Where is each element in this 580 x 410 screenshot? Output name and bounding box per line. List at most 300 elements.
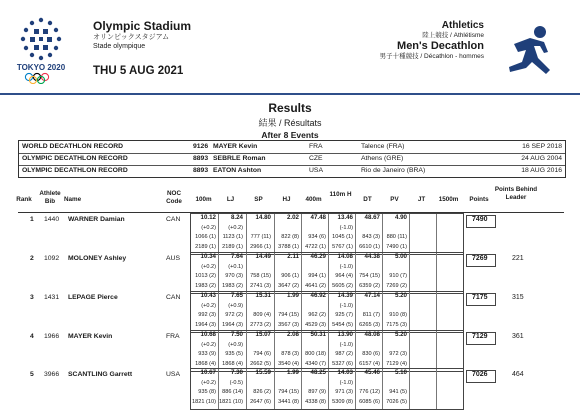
column-divider bbox=[218, 253, 219, 293]
record-place: Talence (FRA) bbox=[361, 143, 405, 150]
score-line bbox=[355, 341, 382, 351]
record-label: OLYMPIC DECATHLON RECORD bbox=[22, 167, 128, 174]
event-scores-grid bbox=[190, 213, 464, 255]
event-block bbox=[380, 40, 484, 61]
score-line: 2.02 bbox=[286, 214, 299, 221]
event-score-cell bbox=[382, 214, 409, 254]
score-line: 6359 (2) bbox=[359, 282, 380, 289]
score-line bbox=[409, 292, 436, 302]
score-line: (+0.2) bbox=[201, 224, 216, 231]
score-line: 2647 (6) bbox=[250, 398, 271, 405]
record-points: 8893 bbox=[193, 155, 209, 162]
score-line bbox=[355, 302, 382, 312]
event-score-cell bbox=[382, 292, 409, 332]
score-line: (+0.2) bbox=[201, 302, 216, 309]
record-place: Athens (GRE) bbox=[361, 155, 404, 162]
score-line bbox=[355, 263, 382, 273]
score-line: 5.00 bbox=[394, 253, 407, 260]
score-line: 935 (5) bbox=[225, 351, 243, 357]
athlete-rank: 1 bbox=[30, 216, 34, 223]
score-line: 7.64 bbox=[230, 253, 243, 260]
score-line: 910 (7) bbox=[389, 273, 407, 279]
athlete-name: LEPAGE Pierce bbox=[68, 294, 118, 301]
column-divider bbox=[218, 369, 219, 409]
event-subtitle: 男子十種競技 / Décathlon - hommes bbox=[379, 53, 484, 60]
score-line: 811 (7) bbox=[362, 312, 380, 318]
event-scores-grid bbox=[190, 368, 464, 410]
sport-subtitle: 陸上競技 / Athlétisme bbox=[422, 32, 484, 39]
athlete-points: 7175 bbox=[472, 294, 488, 301]
column-divider bbox=[328, 292, 329, 332]
athlete-rank: 5 bbox=[30, 371, 34, 378]
column-divider bbox=[382, 214, 383, 254]
score-line: 47.14 bbox=[364, 292, 380, 299]
event-score-cell bbox=[301, 369, 328, 409]
athlete-name: MAYER Kevin bbox=[68, 333, 113, 340]
event-score-cell bbox=[191, 292, 218, 332]
athlete-name: SCANTLING Garrett bbox=[68, 371, 133, 378]
score-line bbox=[436, 253, 463, 263]
record-noc: USA bbox=[309, 167, 323, 174]
score-line: 3567 (3) bbox=[278, 321, 299, 328]
score-line bbox=[274, 224, 301, 234]
event-scores-grid bbox=[190, 252, 464, 294]
col-event-4: 400m bbox=[305, 196, 322, 203]
score-line: 6610 (1) bbox=[359, 243, 380, 250]
column-divider bbox=[436, 331, 437, 371]
score-line: 10.34 bbox=[200, 253, 216, 260]
event-score-cell bbox=[382, 253, 409, 293]
column-divider bbox=[409, 214, 410, 254]
header-divider bbox=[0, 93, 580, 95]
score-line: (+0.2) bbox=[201, 263, 216, 270]
col-name: Name bbox=[64, 196, 82, 203]
score-line: 910 (8) bbox=[389, 312, 407, 318]
event-score-cell bbox=[191, 331, 218, 371]
score-line: 800 (18) bbox=[305, 351, 326, 357]
col-behind: Points Behind Leader bbox=[494, 186, 538, 201]
record-name: SEBRLE Roman bbox=[213, 155, 266, 162]
score-line bbox=[382, 379, 409, 389]
score-line bbox=[436, 369, 463, 379]
event-scores-grid bbox=[190, 330, 464, 372]
column-divider bbox=[246, 331, 247, 371]
athletics-pictogram-icon bbox=[500, 22, 556, 82]
col-event-1: LJ bbox=[226, 196, 235, 203]
score-line: 4641 (2) bbox=[305, 282, 326, 289]
score-line: 3647 (2) bbox=[278, 282, 299, 289]
score-line: 14.03 bbox=[337, 369, 353, 376]
athlete-rank: 3 bbox=[30, 294, 34, 301]
score-line: 5.10 bbox=[394, 369, 407, 376]
score-line bbox=[409, 331, 436, 341]
event-scores-grid bbox=[190, 291, 464, 333]
athlete-bib: 1431 bbox=[44, 294, 60, 301]
score-line: 5.20 bbox=[394, 331, 407, 338]
score-line: 15.31 bbox=[255, 292, 271, 299]
score-line: 2.08 bbox=[286, 331, 299, 338]
score-line: 4.90 bbox=[394, 214, 407, 221]
event-score-cell bbox=[274, 214, 301, 254]
record-points: 9126 bbox=[193, 143, 209, 150]
event-score-cell bbox=[328, 292, 355, 332]
venue-name: Olympic Stadium bbox=[93, 19, 192, 33]
sport-name: Athletics bbox=[441, 20, 484, 31]
score-line: 7.30 bbox=[230, 369, 243, 376]
score-line: 1983 (2) bbox=[222, 282, 243, 289]
column-divider bbox=[301, 369, 302, 409]
sport-block bbox=[422, 20, 484, 40]
score-line: 962 (2) bbox=[308, 312, 326, 318]
column-divider bbox=[355, 292, 356, 332]
results-subtitle: 結果 / Résultats bbox=[258, 118, 322, 128]
column-divider bbox=[355, 331, 356, 371]
score-line bbox=[409, 233, 436, 243]
score-line: 1013 (2) bbox=[195, 273, 216, 279]
score-line: 7490 (1) bbox=[386, 243, 407, 250]
score-line: 935 (8) bbox=[198, 389, 216, 395]
col-points: Points bbox=[469, 196, 489, 203]
event-score-cell bbox=[218, 253, 245, 293]
column-divider bbox=[328, 369, 329, 409]
score-line bbox=[436, 224, 463, 234]
event-score-cell bbox=[191, 369, 218, 409]
score-line: 1.99 bbox=[286, 369, 299, 376]
score-line bbox=[382, 224, 409, 234]
col-event-6: DT bbox=[363, 196, 372, 203]
event-score-cell bbox=[355, 331, 382, 371]
col-bib: Athlete Bib bbox=[39, 190, 61, 205]
score-line: 14.39 bbox=[337, 292, 353, 299]
column-divider bbox=[328, 214, 329, 254]
event-score-cell bbox=[382, 331, 409, 371]
event-score-cell bbox=[218, 292, 245, 332]
column-divider bbox=[218, 292, 219, 332]
score-line bbox=[274, 379, 301, 389]
column-divider bbox=[409, 369, 410, 409]
score-line: (-1.0) bbox=[339, 263, 353, 270]
record-points: 8893 bbox=[193, 167, 209, 174]
record-date: 16 SEP 2018 bbox=[522, 143, 562, 150]
score-line: 886 (14) bbox=[222, 389, 243, 395]
record-label: WORLD DECATHLON RECORD bbox=[22, 143, 124, 150]
score-line: 4722 (1) bbox=[305, 243, 326, 250]
event-score-cell bbox=[218, 331, 245, 371]
column-divider bbox=[436, 369, 437, 409]
column-divider bbox=[246, 253, 247, 293]
record-date: 24 AUG 2004 bbox=[521, 155, 562, 162]
score-line: 830 (6) bbox=[362, 351, 380, 357]
column-divider bbox=[382, 369, 383, 409]
athlete-points: 7269 bbox=[472, 255, 488, 262]
score-line: 822 (8) bbox=[281, 234, 299, 240]
athlete-bib: 3966 bbox=[44, 371, 60, 378]
score-line: 1821 (10) bbox=[192, 398, 216, 405]
column-divider bbox=[274, 214, 275, 254]
athlete-noc: USA bbox=[166, 371, 180, 378]
score-line: 880 (11) bbox=[386, 234, 407, 240]
score-line bbox=[436, 292, 463, 302]
event-score-cell bbox=[355, 369, 382, 409]
col-event-2: SP bbox=[254, 196, 263, 203]
score-line: 826 (2) bbox=[253, 389, 271, 395]
score-line: 1964 (3) bbox=[195, 321, 216, 328]
score-line: (-1.0) bbox=[339, 341, 353, 348]
score-line: 2.11 bbox=[287, 253, 299, 260]
score-line: 5605 (2) bbox=[332, 282, 353, 289]
column-divider bbox=[246, 369, 247, 409]
column-divider bbox=[409, 253, 410, 293]
event-score-cell bbox=[218, 369, 245, 409]
score-line bbox=[436, 379, 463, 389]
event-score-cell bbox=[436, 253, 463, 293]
score-line: (+0.9) bbox=[228, 341, 243, 348]
score-line: 971 (3) bbox=[335, 389, 353, 395]
score-line: 933 (9) bbox=[198, 351, 216, 357]
score-line: 14.08 bbox=[337, 253, 353, 260]
score-line bbox=[355, 379, 382, 389]
score-line bbox=[409, 350, 436, 360]
event-score-cell bbox=[328, 331, 355, 371]
score-line bbox=[409, 263, 436, 273]
venue-name-fr: Stade olympique bbox=[93, 43, 146, 50]
score-line bbox=[409, 388, 436, 398]
event-score-cell bbox=[409, 253, 436, 293]
score-line bbox=[246, 341, 273, 351]
score-line: 4529 (3) bbox=[305, 321, 326, 328]
score-line: 1045 (1) bbox=[332, 234, 353, 240]
score-line: 15.59 bbox=[255, 369, 271, 376]
score-line: 3788 (1) bbox=[278, 243, 299, 250]
score-line bbox=[436, 302, 463, 312]
score-line bbox=[436, 398, 463, 408]
event-score-cell bbox=[436, 331, 463, 371]
score-line bbox=[436, 263, 463, 273]
score-line bbox=[436, 321, 463, 331]
event-score-cell bbox=[246, 253, 273, 293]
event-score-cell bbox=[355, 214, 382, 254]
records-table bbox=[18, 140, 566, 178]
col-rank: Rank bbox=[16, 196, 32, 203]
score-line: 994 (1) bbox=[308, 273, 326, 279]
column-divider bbox=[301, 214, 302, 254]
athlete-bib: 1440 bbox=[44, 216, 60, 223]
score-line bbox=[301, 224, 328, 234]
venue-name-jp: オリンピックスタジアム bbox=[93, 34, 170, 41]
athlete-points: 7026 bbox=[472, 371, 488, 378]
score-line: 46.29 bbox=[310, 253, 326, 260]
score-line bbox=[409, 253, 436, 263]
score-line: 941 (5) bbox=[389, 389, 407, 395]
event-score-cell bbox=[436, 214, 463, 254]
score-line: 964 (4) bbox=[335, 273, 353, 279]
column-divider bbox=[382, 253, 383, 293]
score-line bbox=[382, 302, 409, 312]
athlete-name: MOLONEY Ashley bbox=[68, 255, 127, 262]
score-line: 972 (3) bbox=[389, 351, 407, 357]
score-line: 14.49 bbox=[255, 253, 271, 260]
score-line: 10.43 bbox=[200, 292, 216, 299]
event-score-cell bbox=[355, 292, 382, 332]
score-line: 7175 (3) bbox=[386, 321, 407, 328]
score-line: 843 (3) bbox=[362, 234, 380, 240]
event-score-cell bbox=[355, 253, 382, 293]
record-noc: FRA bbox=[309, 143, 323, 150]
score-line: 809 (4) bbox=[253, 312, 271, 318]
score-line: 48.67 bbox=[364, 214, 380, 221]
score-line: 906 (1) bbox=[281, 273, 299, 279]
column-divider bbox=[246, 214, 247, 254]
score-line: 3540 (4) bbox=[278, 360, 299, 367]
score-line: 15.07 bbox=[255, 331, 271, 338]
score-line: 2773 (2) bbox=[250, 321, 271, 328]
score-line: 46.92 bbox=[310, 292, 326, 299]
score-line: (+0.9) bbox=[228, 302, 243, 309]
score-line: 2662 (5) bbox=[250, 360, 271, 367]
score-line: 5327 (6) bbox=[332, 360, 353, 367]
score-line bbox=[246, 224, 273, 234]
column-divider bbox=[382, 331, 383, 371]
athlete-bib: 1966 bbox=[44, 333, 60, 340]
score-line: 48.08 bbox=[364, 331, 380, 338]
event-score-cell bbox=[218, 214, 245, 254]
athlete-bib: 1092 bbox=[44, 255, 60, 262]
record-label: OLYMPIC DECATHLON RECORD bbox=[22, 155, 128, 162]
score-line bbox=[409, 311, 436, 321]
column-divider bbox=[301, 253, 302, 293]
event-score-cell bbox=[246, 214, 273, 254]
score-line bbox=[409, 272, 436, 282]
score-line: 14.80 bbox=[255, 214, 271, 221]
column-divider bbox=[274, 331, 275, 371]
col-event-0: 100m bbox=[195, 196, 212, 203]
score-line bbox=[301, 379, 328, 389]
athlete-rank: 2 bbox=[30, 255, 34, 262]
score-line: 44.38 bbox=[364, 253, 380, 260]
score-line bbox=[382, 341, 409, 351]
athlete-points: 7490 bbox=[472, 216, 488, 223]
event-score-cell bbox=[328, 253, 355, 293]
column-divider bbox=[301, 331, 302, 371]
score-line bbox=[436, 243, 463, 253]
score-line: 50.31 bbox=[310, 331, 326, 338]
event-score-cell bbox=[382, 369, 409, 409]
column-divider bbox=[355, 214, 356, 254]
score-line bbox=[409, 398, 436, 408]
column-divider bbox=[274, 292, 275, 332]
score-line bbox=[409, 369, 436, 379]
score-line: 1964 (3) bbox=[222, 321, 243, 328]
score-line: 777 (11) bbox=[250, 234, 271, 240]
record-row bbox=[19, 165, 565, 177]
score-line: 7.50 bbox=[230, 331, 243, 338]
score-line: 2189 (1) bbox=[222, 243, 243, 250]
score-line bbox=[409, 224, 436, 234]
score-line: 925 (7) bbox=[335, 312, 353, 318]
score-line bbox=[409, 282, 436, 292]
results-title: Results bbox=[268, 101, 312, 115]
score-line: 794 (6) bbox=[253, 351, 271, 357]
score-line: 992 (3) bbox=[198, 312, 216, 318]
score-line: 3441 (8) bbox=[278, 398, 299, 405]
athlete-noc: CAN bbox=[166, 294, 181, 301]
score-line: 754 (15) bbox=[359, 273, 380, 279]
event-score-cell bbox=[191, 214, 218, 254]
score-line bbox=[301, 302, 328, 312]
points-behind-leader: 464 bbox=[512, 371, 524, 378]
score-line: (-1.0) bbox=[339, 224, 353, 231]
score-line: 6085 (6) bbox=[359, 398, 380, 405]
score-line: 48.25 bbox=[310, 369, 326, 376]
score-line: 1983 (2) bbox=[195, 282, 216, 289]
event-score-cell bbox=[246, 369, 273, 409]
column-divider bbox=[382, 292, 383, 332]
score-line: 7129 (4) bbox=[386, 360, 407, 367]
score-line: 45.46 bbox=[364, 369, 380, 376]
score-line: 6157 (4) bbox=[359, 360, 380, 367]
athlete-points: 7129 bbox=[472, 333, 488, 340]
score-line: 776 (12) bbox=[359, 389, 380, 395]
tokyo-2020-logo bbox=[12, 14, 70, 84]
col-event-7: PV bbox=[390, 196, 399, 203]
score-line: (+0.2) bbox=[201, 379, 216, 386]
score-line: 13.90 bbox=[337, 331, 353, 338]
column-divider bbox=[409, 292, 410, 332]
score-line bbox=[301, 263, 328, 273]
athlete-noc: FRA bbox=[166, 333, 180, 340]
points-behind-leader: 315 bbox=[512, 294, 524, 301]
score-line bbox=[274, 341, 301, 351]
record-date: 18 AUG 2016 bbox=[521, 167, 562, 174]
score-line: 6265 (3) bbox=[359, 321, 380, 328]
score-line bbox=[246, 379, 273, 389]
column-divider bbox=[274, 369, 275, 409]
score-line: 2189 (1) bbox=[195, 243, 216, 250]
score-line: 2741 (3) bbox=[250, 282, 271, 289]
event-score-cell bbox=[409, 331, 436, 371]
column-divider bbox=[436, 214, 437, 254]
event-score-cell bbox=[274, 253, 301, 293]
score-line: 758 (15) bbox=[250, 273, 271, 279]
score-line bbox=[409, 302, 436, 312]
event-score-cell bbox=[409, 369, 436, 409]
logo-text: TOKYO 2020 bbox=[16, 63, 66, 72]
score-line: (-0.5) bbox=[229, 379, 243, 386]
score-line bbox=[274, 263, 301, 273]
score-line: 794 (15) bbox=[278, 389, 299, 395]
event-score-cell bbox=[409, 214, 436, 254]
event-score-cell bbox=[301, 253, 328, 293]
column-divider bbox=[218, 331, 219, 371]
score-line bbox=[301, 341, 328, 351]
score-line: 5767 (1) bbox=[332, 243, 353, 250]
event-score-cell bbox=[301, 331, 328, 371]
score-line: 47.48 bbox=[310, 214, 326, 221]
col-event-8: JT bbox=[417, 196, 426, 203]
event-score-cell bbox=[274, 369, 301, 409]
event-score-cell bbox=[409, 292, 436, 332]
score-line bbox=[436, 388, 463, 398]
score-line bbox=[436, 331, 463, 341]
score-line: 7269 (2) bbox=[386, 282, 407, 289]
score-line bbox=[436, 272, 463, 282]
score-line: 4340 (7) bbox=[305, 360, 326, 367]
score-line: 1066 (1) bbox=[195, 234, 216, 240]
athlete-rank: 4 bbox=[30, 333, 34, 340]
score-line bbox=[382, 263, 409, 273]
score-line: (-1.0) bbox=[339, 302, 353, 309]
event-score-cell bbox=[436, 369, 463, 409]
